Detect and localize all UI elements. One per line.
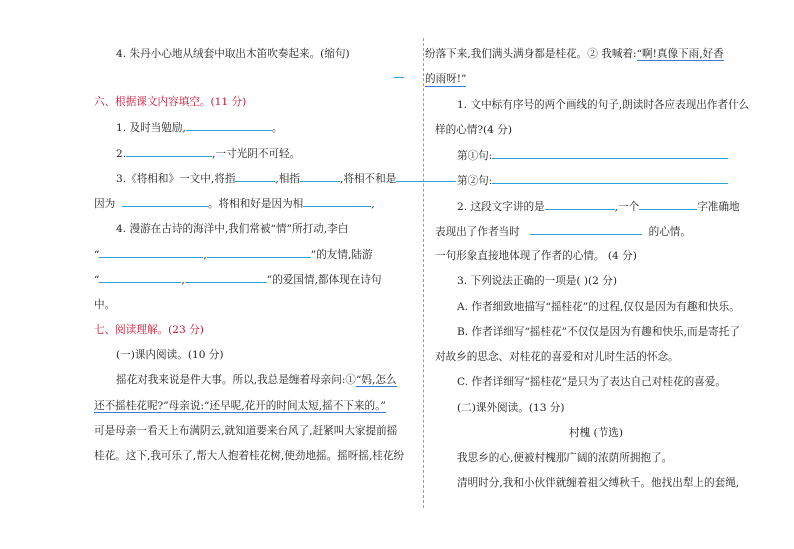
passage-line: 摇花对我来说是件大事。所以,我总是缠着母亲问:①“妈,怎么 — [116, 374, 397, 386]
blank[interactable] — [122, 196, 208, 207]
fill-4-line4: 中。 — [94, 299, 116, 311]
passage-title: 村槐 (节选) — [569, 427, 624, 439]
question-1-line1: 1. 文中标有序号的两个画线的句子,朗读时各应表现出作者什么 — [457, 99, 750, 111]
blank[interactable] — [185, 272, 267, 283]
passage-line: 清明时分,我和小伙伴就缠着祖父缚秋千。他找出犁上的套绳, — [457, 477, 740, 489]
option-c[interactable]: C. 作者详细写“摇桂花”是只为了表达自己对桂花的喜爱。 — [457, 376, 726, 388]
question-2-line3: 一句形象直接地体现了作者的心情。 (4 分) — [435, 250, 637, 262]
blank[interactable] — [303, 196, 371, 207]
section-6-title: 六、根据课文内容填空。(11 分) — [94, 96, 247, 108]
fill-2: 2. ,一寸光阴不可轻。 — [116, 148, 301, 160]
blank[interactable] — [99, 247, 203, 258]
blank[interactable] — [99, 272, 181, 283]
fill-4-line3: “ , ”的爱国情,都体现在诗句 — [94, 274, 382, 286]
blank[interactable] — [396, 171, 456, 182]
passage-line: 的雨呀!” — [425, 73, 467, 85]
question-2-line2: 表现出了作者当时 的心情。 — [435, 226, 691, 238]
option-b-line2: 对故乡的思念、对桂花的喜爱和对儿时生活的怀念。 — [435, 351, 679, 363]
passage-line: 纷落下来,我们满头满身都是桂花。② 我喊着:“啊!真像下雨,好香 — [425, 48, 724, 60]
question-1-answer1: 第①句: — [457, 148, 728, 163]
subsection-2-title: (二)课外阅读。(13 分) — [457, 402, 565, 414]
blank[interactable] — [207, 247, 311, 258]
question-3: 3. 下列说法正确的一项是( )(2 分) — [457, 275, 618, 287]
fill-1: 1. 及时当勉励, 。 — [116, 122, 283, 134]
blank[interactable] — [186, 120, 272, 131]
passage-line: 还不摇桂花呢?”母亲说:“还早呢,花开的时间太短,摇不下来的。” — [94, 400, 386, 412]
fill-4-line2: “ , ”的友情,陆游 — [94, 249, 373, 261]
option-b-line1[interactable]: B. 作者详细写“摇桂花”不仅仅是因为有趣和快乐,而是寄托了 — [457, 326, 740, 338]
fill-3-line1: 3.《将相和》一文中,将指 ,相指 ,将相不和是 — [116, 171, 456, 186]
question-1-line2: 样的心情?(4 分) — [435, 124, 513, 136]
blank[interactable] — [639, 199, 697, 210]
fill-3-line2: 因为 。将相和好是因为相 , — [94, 198, 375, 210]
subsection-1-title: (一)课内阅读。(10 分) — [116, 349, 224, 361]
passage-line: 桂花。这下,我可乐了,帮大人抱着桂花树,使劲地摇。摇呀摇,桂花纷 — [94, 450, 405, 462]
option-a[interactable]: A. 作者细致地描写“摇桂花”的过程,仅仅是因为有趣和快乐。 — [457, 301, 740, 313]
answer-line[interactable] — [492, 173, 728, 184]
fill-4-line1: 4. 漫游在古诗的海洋中,我们常被“情”所打动,李白 — [116, 223, 349, 235]
blank[interactable] — [530, 224, 642, 235]
passage-line: 我思乡的心,便被村槐那广阔的浓荫所拥抱了。 — [457, 452, 673, 464]
blank[interactable] — [235, 171, 275, 182]
question-4-shorten: 4. 朱丹小心地从绒套中取出木笛吹奏起来。(缩句) — [116, 48, 350, 60]
question-2-line1: 2. 这段文字讲的是 ,一个 字准确地 — [457, 201, 740, 213]
section-7-title: 七、阅读理解。(23 分) — [94, 324, 204, 336]
column-divider — [423, 38, 424, 508]
blank[interactable] — [545, 199, 615, 210]
passage-line: 可是母亲一看天上布满阴云,就知道要来台风了,赶紧叫大家提前摇 — [94, 425, 398, 437]
question-1-answer2: 第②句: — [457, 173, 728, 188]
blank[interactable] — [300, 171, 340, 182]
answer-tick — [394, 77, 404, 78]
answer-line[interactable] — [492, 148, 728, 159]
blank[interactable] — [126, 146, 212, 157]
